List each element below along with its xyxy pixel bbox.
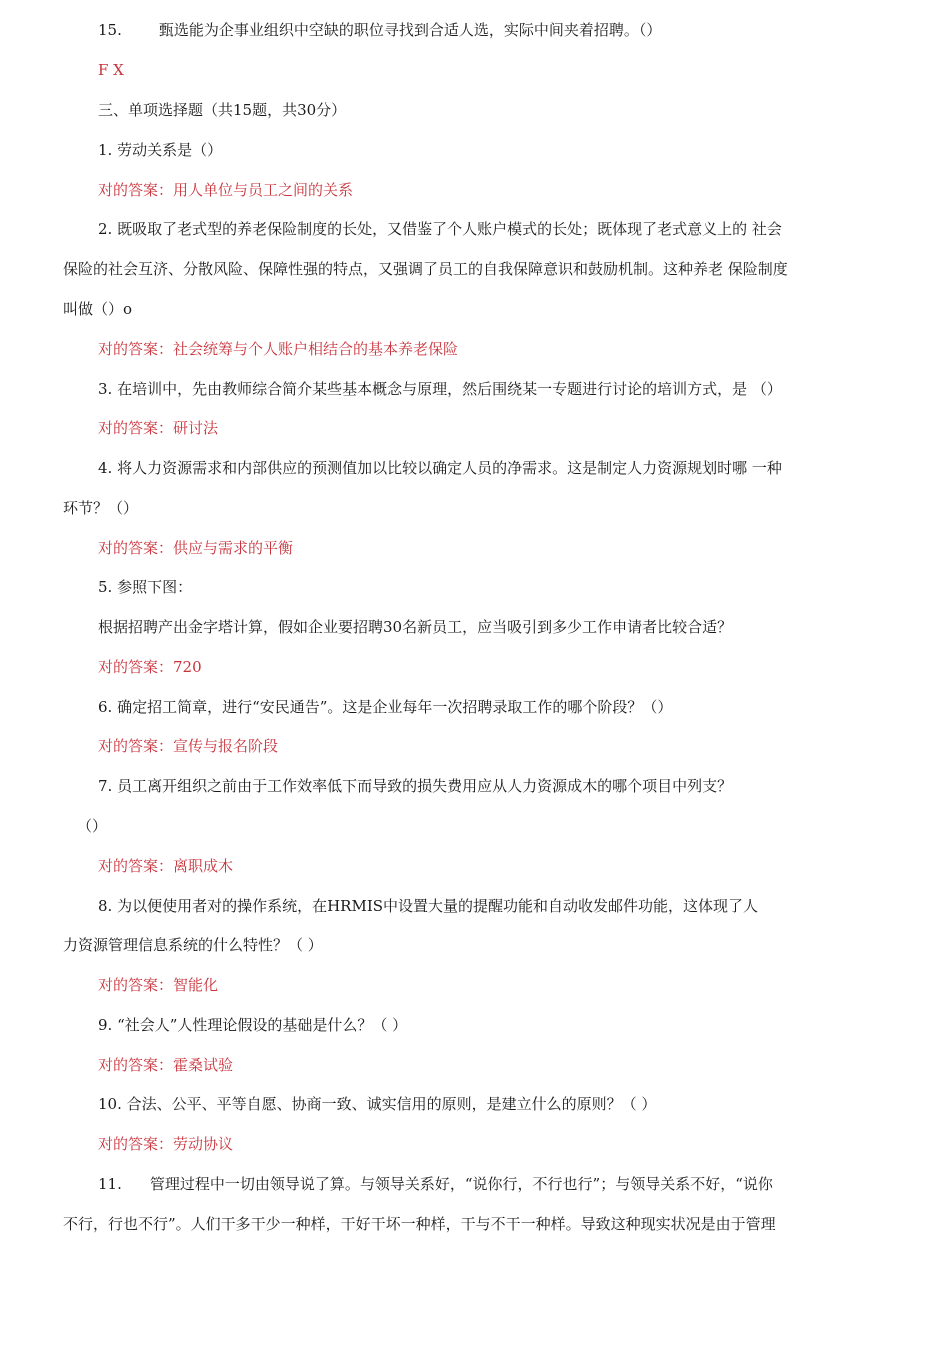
question-15-text: 甄选能为企事业组织中空缺的职位寻找到合适人选，实际中间夹着招聘。（） [158,21,662,39]
question-9: 9. “社会人”人性理论假设的基础是什么？（ ） [98,1016,408,1034]
question-3: 3. 在培训中，先由教师综合简介某些基本概念与原理，然后围绕某一专题进行讨论的培训方式，是 （） [98,380,782,398]
question-8-line-2: 力资源管理信息系统的什么特性？（ ） [63,936,323,954]
section-heading: 三、单项选择题（共15题，共30分） [98,101,347,119]
question-2-line-3: 叫做（）o [63,300,133,318]
question-11-line-1 [98,1174,773,1194]
question-6: 6. 确定招工简章，进行“安民通告”。这是企业每年一次招聘录取工作的哪个阶段？（） [98,698,673,716]
question-11-text: 管理过程中一切由领导说了算。与领导关系好，“说你行，不行也行”；与领导关系不好，“说你 [149,1175,773,1193]
question-4-line-1: 4. 将人力资源需求和内部供应的预测值加以比较以确定人员的净需求。这是制定人力资源规划时哪 一种 [98,459,782,477]
question-15 [98,20,661,40]
question-1: 1. 劳动关系是（） [98,141,223,159]
question-10: 10. 合法、公平、平等自愿、协商一致、诚实信用的原则，是建立什么的原则？（ ） [98,1095,657,1113]
answer-4: 对的答案：供应与需求的平衡 [98,539,294,557]
answer-5: 对的答案：720 [98,658,202,676]
question-5-line-2: 根据招聘产出金字塔计算，假如企业要招聘30名新员工，应当吸引到多少工作申请者比较合适？ [98,618,733,636]
answer-6: 对的答案：宣传与报名阶段 [98,737,279,755]
answer-9: 对的答案：霍桑试验 [98,1056,234,1074]
question-11-line-2: 不行，行也不行”。人们干多干少一种样，干好干坏一种样，干与不干一种样。导致这种现实状况是由于管理 [63,1215,776,1233]
answer-1: 对的答案：用人单位与员工之间的关系 [98,181,354,199]
answer-2: 对的答案：社会统筹与个人账户相结合的基本养老保险 [98,340,459,358]
question-2-line-1: 2. 既吸取了老式型的养老保险制度的长处，又借鉴了个人账户模式的长处；既体现了老式意义上的 社会 [98,220,782,238]
answer-8: 对的答案：智能化 [98,976,219,994]
question-7-line-1: 7. 员工离开组织之前由于工作效率低下而导致的损失费用应从人力资源成木的哪个项目中列支？ [98,777,733,795]
answer-10: 对的答案：劳动协议 [98,1135,234,1153]
question-7-line-2: （） [77,817,108,835]
question-11-number: 11. [98,1175,122,1193]
question-15-answer: F X [98,61,124,79]
question-4-line-2: 环节？（） [63,499,139,517]
question-8-line-1: 8. 为以便使用者对的操作系统，在HRMIS中设置大量的提醒功能和自动收发邮件功能，这体现了人 [98,897,759,915]
question-5-line-1: 5. 参照下图： [98,578,193,596]
answer-7: 对的答案：离职成木 [98,857,234,875]
answer-3: 对的答案：研讨法 [98,419,219,437]
question-15-number: 15. [98,21,122,39]
question-2-line-2: 保险的社会互济、分散风险、保障性强的特点，又强调了员工的自我保障意识和鼓励机制。这种养老 保险制度 [63,260,788,278]
